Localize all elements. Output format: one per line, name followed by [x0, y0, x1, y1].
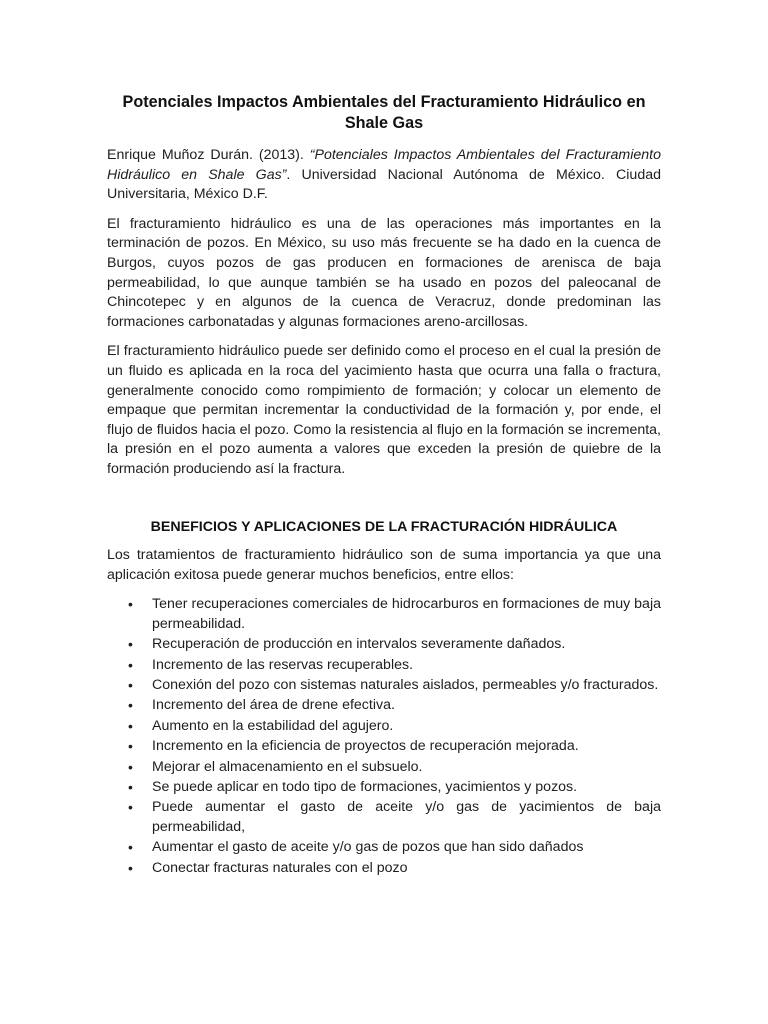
list-item — [107, 635, 661, 655]
document-page — [107, 92, 661, 879]
bullet-icon: • — [128, 717, 133, 734]
bullet-icon: • — [128, 779, 133, 795]
list-item-text: Conexión del pozo con sistemas naturales aislados, permeables y/o fracturados. — [152, 677, 659, 694]
bullet-icon: • — [128, 697, 133, 714]
list-item-text: Incremento del área de drene efectiva. — [152, 697, 395, 714]
bullet-icon: • — [128, 799, 133, 816]
list-item — [107, 859, 661, 879]
bullet-icon: • — [128, 596, 133, 613]
bullet-icon: • — [128, 677, 133, 694]
list-item — [107, 656, 661, 676]
citation-author-year: Enrique Muñoz Durán. (2013). — [107, 147, 310, 163]
bullet-icon: • — [128, 636, 133, 653]
list-item — [107, 737, 661, 757]
citation-work-title: “Potenciales Impactos Ambientales del Fracturamiento Hidráulico en Shale Gas” — [107, 147, 661, 183]
list-item-text: Tener recuperaciones comerciales de hidrocarburos en formaciones de muy baja permeabilidad. — [152, 596, 661, 632]
list-item — [107, 778, 661, 798]
bullet-icon: • — [128, 839, 133, 856]
list-item-text: Puede aumentar el gasto de aceite y/o gas de yacimientos de baja permeabilidad, — [152, 799, 661, 835]
list-item-text: Aumento en la estabilidad del agujero. — [152, 717, 394, 734]
citation — [107, 146, 661, 205]
bullet-icon: • — [128, 738, 133, 755]
list-item-text: Mejorar el almacenamiento en el subsuelo. — [152, 758, 423, 775]
list-item-text: Conectar fracturas naturales con el pozo — [152, 859, 408, 876]
list-item — [107, 696, 661, 716]
list-item-text: Incremento en la eficiencia de proyectos de recuperación mejorada. — [152, 738, 579, 755]
list-item — [107, 595, 661, 634]
list-item-text: Incremento de las reservas recuperables. — [152, 656, 414, 673]
list-item — [107, 676, 661, 696]
list-item — [107, 838, 661, 858]
section-intro: Los tratamientos de fracturamiento hidráulico son de suma importancia ya que una aplicación exitosa puede generar muchos beneficios, entre ellos: — [107, 547, 661, 583]
bullet-icon: • — [128, 859, 133, 876]
benefits-list — [107, 595, 661, 878]
bullet-icon: • — [128, 656, 133, 673]
list-item-text: Se puede aplicar en todo tipo de formaciones, yacimientos y pozos. — [152, 779, 578, 795]
list-item-text: Aumentar el gasto de aceite y/o gas de pozos que han sido dañados — [152, 839, 584, 856]
list-item — [107, 717, 661, 737]
section-heading: BENEFICIOS Y APLICACIONES DE LA FRACTURACIÓN HIDRÁULICA — [150, 518, 618, 535]
list-item-text: Recuperación de producción en intervalos severamente dañados. — [152, 636, 566, 653]
list-item — [107, 798, 661, 837]
document-title: Potenciales Impactos Ambientales del Fracturamiento Hidráulico en Shale Gas — [122, 93, 646, 132]
citation-publisher: . Universidad Nacional Autónoma de México. Ciudad Universitaria, México D.F. — [107, 166, 661, 203]
bullet-icon: • — [128, 758, 133, 775]
list-item — [107, 758, 661, 778]
paragraph-intro-fracturing: El fracturamiento hidráulico es una de las operaciones más importantes en la terminación de pozos. En México, su uso más frecuente se ha dado en la cuenca de Burgos, cuyos pozos de gas producen en formaciones de arenisca de baja permeabilidad, lo que aunque también se ha usado en pozos del paleocanal de Chincotepec y en algunos de la cuenca de Veracruz, donde predominan las formaciones carbonatadas y algunas formaciones areno-arcillosas. — [107, 215, 661, 330]
paragraph-definition: El fracturamiento hidráulico puede ser definido como el proceso en el cual la presión de un fluido es aplicada en la roca del yacimiento hasta que ocurra una falla o fractura, generalmente conocido como rompimiento de formación; y colocar un elemento de empaque que permitan incrementar la conductividad de la formación y, por ende, el flujo de fluidos hacia el pozo. Como la resistencia al flujo en la formación se incrementa, la presión en el pozo aumenta a valores que exceden la presión de quiebre de la formación produciendo así la fractura. — [107, 343, 661, 477]
